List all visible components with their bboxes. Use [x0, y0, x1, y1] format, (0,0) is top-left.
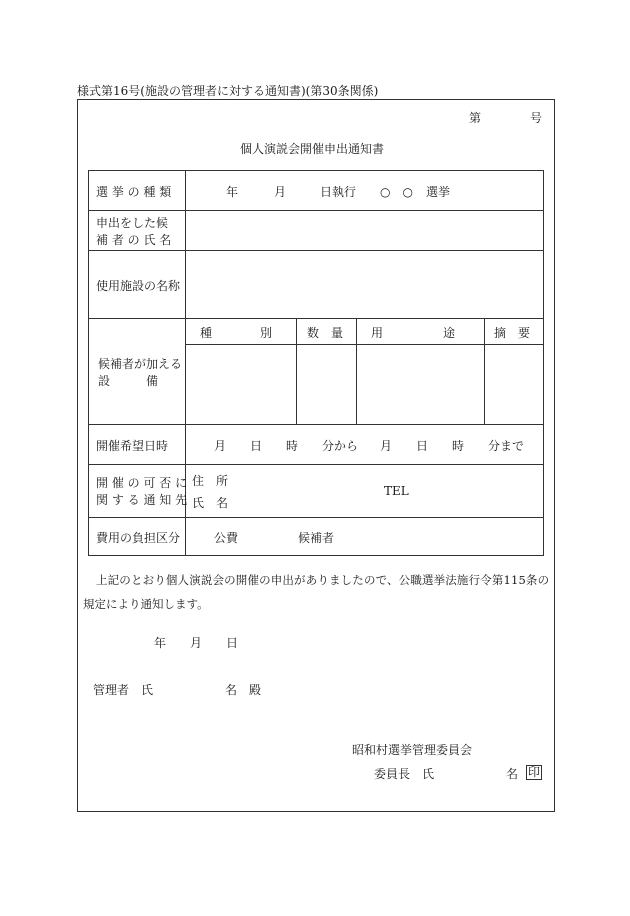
- equipment-label-line2: 設 備: [98, 374, 159, 388]
- schedule-month-1: 月: [214, 439, 227, 453]
- facility-name-label: 使用施設の名称: [96, 279, 181, 293]
- body-text-line1: 上記のとおり個人演説会の開催の申出がありましたので、公職選挙法施行令第115条の: [96, 573, 550, 587]
- candidate-label-line1: 申出をした候: [96, 216, 169, 230]
- notify-label-line2: 関 す る 通 知 先: [96, 493, 188, 507]
- date-year: 年: [154, 636, 167, 650]
- equipment-col-qty: 数 量: [307, 326, 344, 340]
- body-text-line2: 規定により通知します。: [83, 597, 209, 611]
- schedule-month-2: 月: [380, 439, 393, 453]
- schedule-label: 開催希望日時: [96, 439, 169, 453]
- recipient-label: 管理者 氏: [93, 683, 154, 697]
- equipment-col-kind: 種 別: [200, 326, 273, 340]
- issuer-organization: 昭和村選挙管理委員会: [352, 743, 473, 757]
- equipment-label-line1: 候補者が加える: [98, 357, 183, 371]
- schedule-day-2: 日: [416, 439, 429, 453]
- election-senkyo: 選挙: [426, 185, 451, 199]
- document-title: 個人演説会開催申出通知書: [240, 142, 385, 156]
- election-year: 年: [226, 185, 239, 199]
- notify-label-line1: 開 催 の 可 否 に: [96, 476, 188, 490]
- cost-label: 費用の負担区分: [96, 531, 181, 545]
- schedule-from: 分から: [322, 439, 359, 453]
- notify-tel: TEL: [384, 484, 409, 498]
- election-type-label: 選 挙 の 種 類: [96, 185, 172, 199]
- equipment-col-use: 用 途: [371, 326, 456, 340]
- cost-option-candidate: 候補者: [298, 531, 335, 545]
- cost-option-public: 公費: [214, 531, 239, 545]
- candidate-label-line2: 補 者 の 氏 名: [96, 233, 172, 247]
- election-circles: ○ ○: [380, 185, 413, 199]
- schedule-hour-1: 時: [286, 439, 299, 453]
- notify-name: 氏 名: [192, 496, 229, 510]
- date-day: 日: [226, 636, 239, 650]
- form-frame: [77, 99, 555, 812]
- number-go: 号: [530, 111, 543, 125]
- form-number-label: 様式第16号(施設の管理者に対する通知書)(第30条関係): [77, 84, 379, 98]
- schedule-day-1: 日: [250, 439, 263, 453]
- election-execution-day: 日執行: [320, 185, 357, 199]
- issuer-name-label: 名: [506, 767, 519, 781]
- number-dai: 第: [469, 111, 482, 125]
- seal-mark: 印: [528, 765, 541, 779]
- election-month: 月: [274, 185, 287, 199]
- date-month: 月: [190, 636, 203, 650]
- recipient-name-suffix: 名 殿: [225, 683, 262, 697]
- schedule-hour-2: 時: [452, 439, 465, 453]
- schedule-until: 分まで: [488, 439, 525, 453]
- equipment-col-note: 摘 要: [494, 326, 531, 340]
- issuer-title: 委員長 氏: [374, 767, 435, 781]
- notify-address: 住 所: [192, 474, 229, 488]
